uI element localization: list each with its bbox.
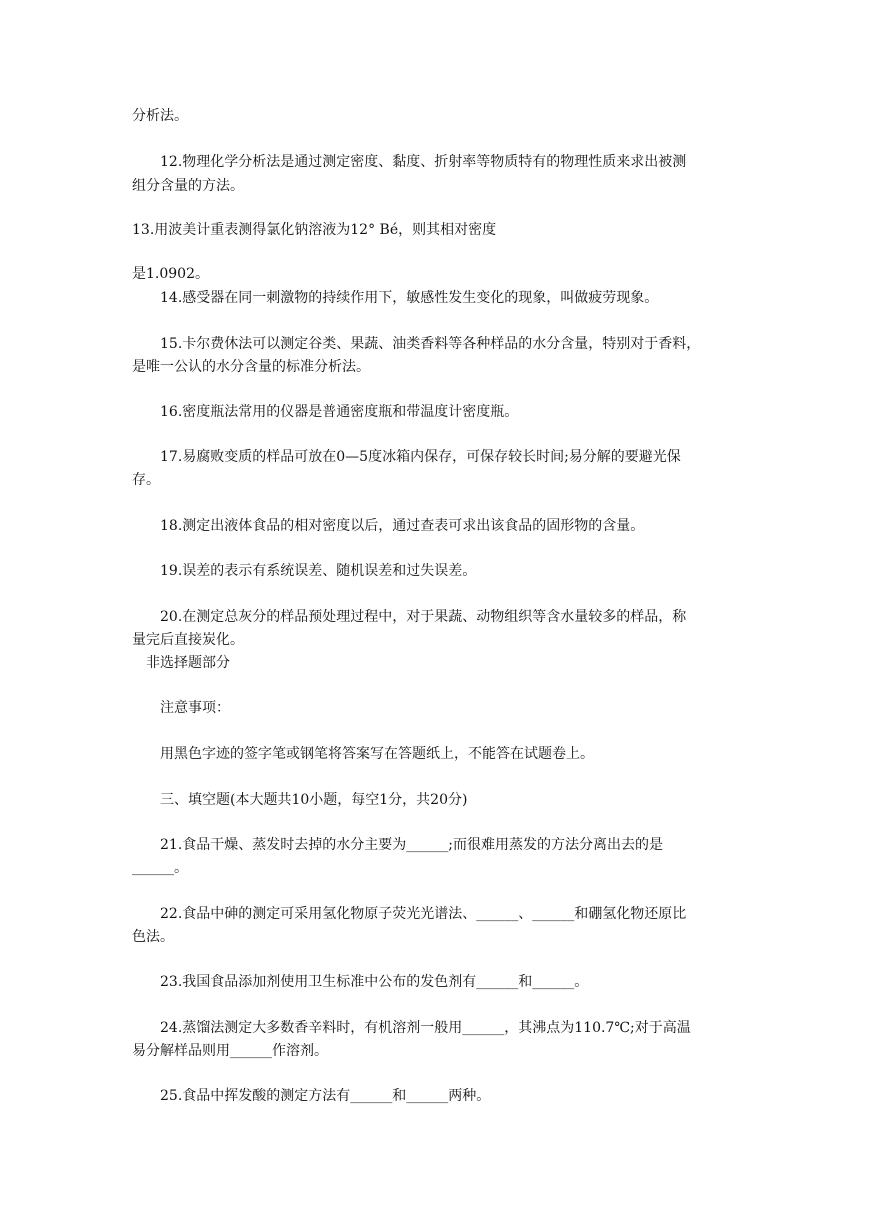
text-line: 色法。 — [132, 929, 174, 945]
text-line: 14.感受器在同一刺激物的持续作用下，敏感性发生变化的现象，叫做疲劳现象。 — [160, 290, 659, 306]
text-line: 18.测定出液体食品的相对密度以后，通过查表可求出该食品的固形物的含量。 — [160, 518, 645, 534]
text-line: 注意事项： — [160, 700, 230, 716]
text-line: 量完后直接炭化。 — [132, 632, 244, 648]
text-line: 21.食品干燥、蒸发时去掉的水分主要为______;而很难用蒸发的方法分离出去的是 — [160, 837, 663, 853]
text-line: 24.蒸馏法测定大多数香辛料时，有机溶剂一般用______，其沸点为110.7℃;对于高温 — [160, 1020, 691, 1036]
text-line: 用黑色字迹的签字笔或钢笔将答案写在答题纸上，不能答在试题卷上。 — [160, 746, 594, 762]
text-line: ______。 — [132, 860, 188, 876]
text-line: 13.用波美计重表测得氯化钠溶液为12° Bé，则其相对密度 — [132, 222, 497, 238]
section-heading: 非选择题部分 — [146, 655, 230, 671]
text-line: 25.食品中挥发酸的测定方法有______和______两种。 — [160, 1088, 491, 1104]
text-line: 17.易腐败变质的样品可放在0—5度冰箱内保存，可保存较长时间;易分解的要避光保 — [160, 449, 681, 465]
text-line: 是唯一公认的水分含量的标准分析法。 — [132, 359, 370, 375]
text-line: 易分解样品则用______作溶剂。 — [132, 1043, 328, 1059]
text-line: 22.食品中砷的测定可采用氢化物原子荧光光谱法、______、______和硼氢化物还原比 — [160, 906, 687, 922]
text-line: 19.误差的表示有系统误差、随机误差和过失误差。 — [160, 563, 477, 579]
text-line: 20.在测定总灰分的样品预处理过程中，对于果蔬、动物组织等含水量较多的样品，称 — [160, 609, 687, 625]
text-line: 15.卡尔费休法可以测定谷类、果蔬、油类香料等各种样品的水分含量，特别对于香料， — [160, 336, 701, 352]
text-line: 存。 — [132, 472, 160, 488]
text-line: 16.密度瓶法常用的仪器是普通密度瓶和带温度计密度瓶。 — [160, 404, 519, 420]
text-line: 23.我国食品添加剂使用卫生标准中公布的发色剂有______和______。 — [160, 974, 589, 990]
text-line: 12.物理化学分析法是通过测定密度、黏度、折射率等物质特有的物理性质来求出被测 — [160, 154, 687, 170]
text-line: 分析法。 — [132, 108, 188, 124]
section-heading: 三、填空题(本大题共10小题，每空1分，共20分) — [160, 792, 468, 808]
text-line: 是1.0902。 — [132, 266, 209, 282]
text-line: 组分含量的方法。 — [132, 178, 244, 194]
